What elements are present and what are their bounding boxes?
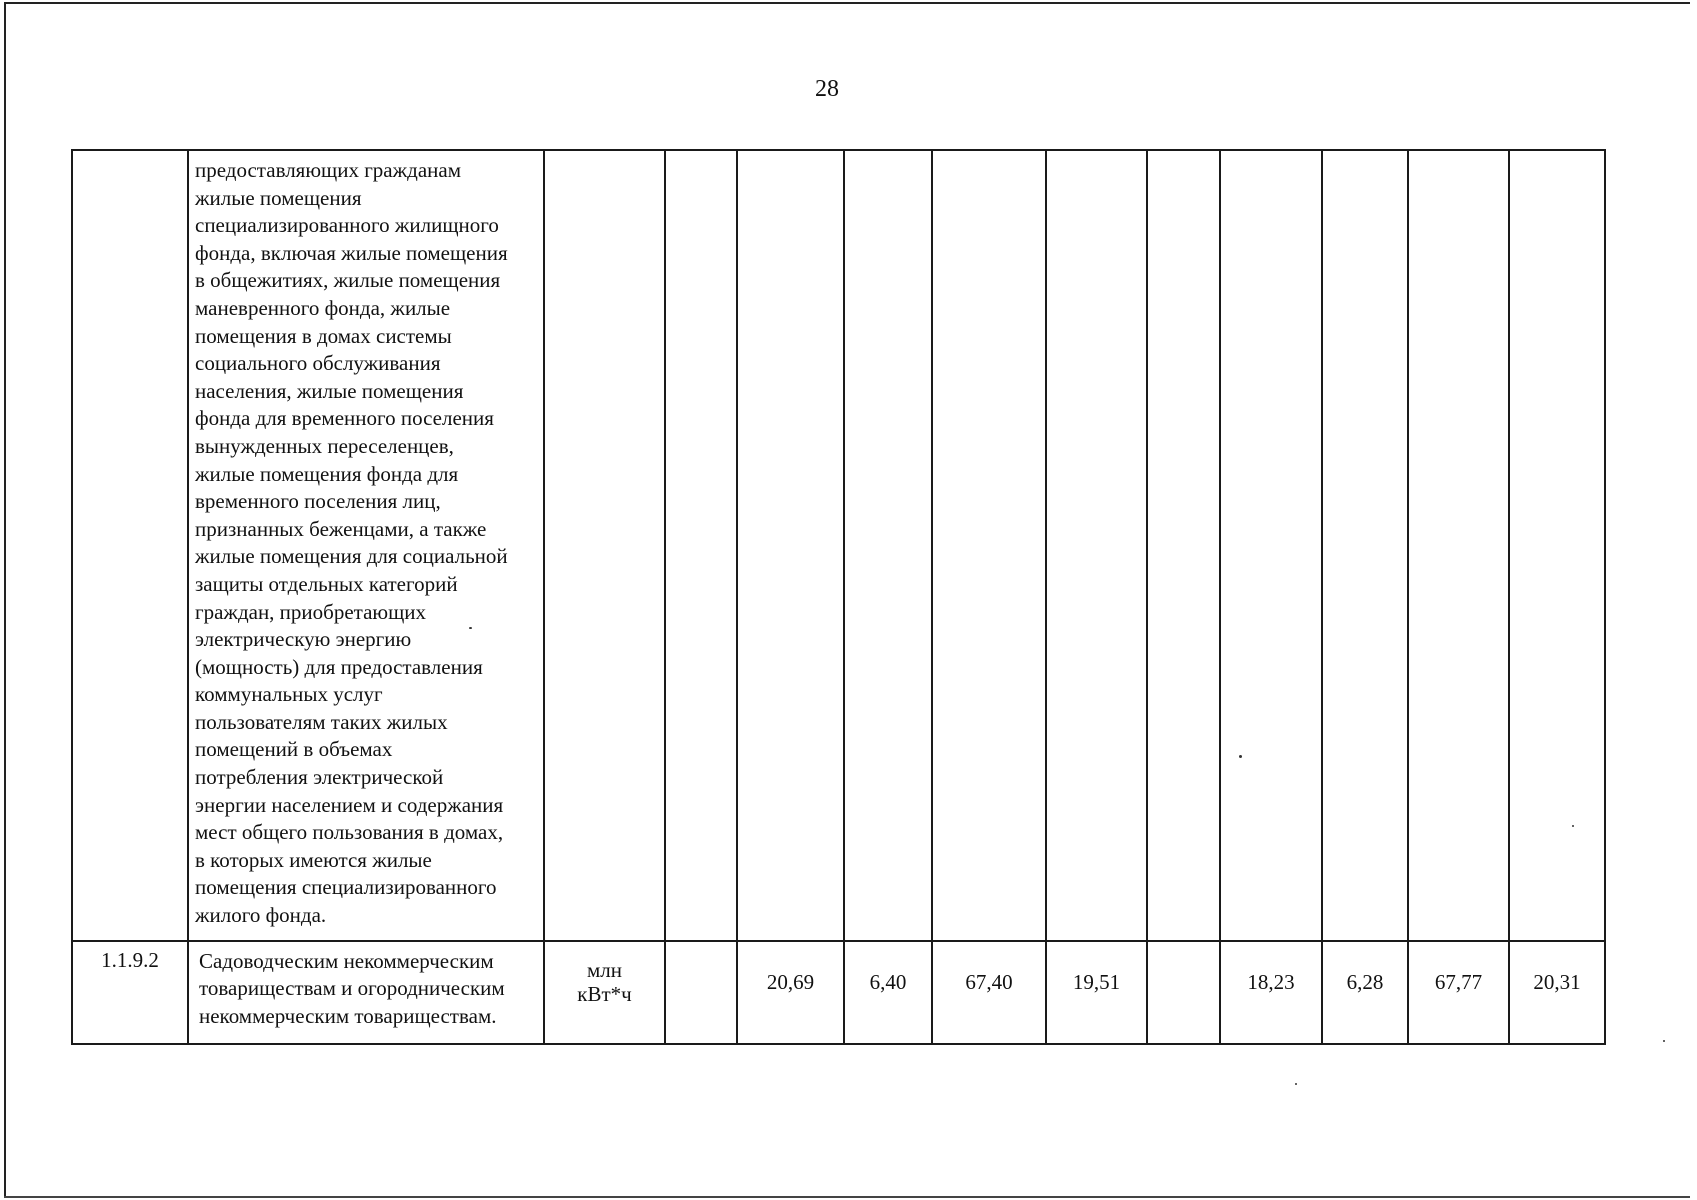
description-line: мест общего пользования в домах, xyxy=(195,820,504,845)
description-line: маневренного фонда, жилые xyxy=(195,295,451,320)
description-line: граждан, приобретающих xyxy=(195,599,427,624)
table-cell xyxy=(1220,150,1322,941)
description-line: признанных беженцами, а также xyxy=(195,516,487,541)
description-line: электрическую энергию xyxy=(195,627,412,652)
description-line: жилого фонда. xyxy=(195,903,327,928)
unit-cell xyxy=(544,941,665,1044)
table-cell xyxy=(844,150,932,941)
unit-line: кВт*ч xyxy=(577,981,632,1006)
value-cell: 6,40 xyxy=(844,941,932,1044)
table-cell xyxy=(1322,150,1408,941)
value-cell: 20,69 xyxy=(737,941,844,1044)
value-cell: 20,31 xyxy=(1509,941,1605,1044)
description-line: жилые помещения для социальной xyxy=(195,544,508,569)
scan-speck xyxy=(1239,755,1242,758)
description-line: потребления электрической xyxy=(195,765,444,790)
value-cell: 67,40 xyxy=(932,941,1046,1044)
value-cell: 6,28 xyxy=(1322,941,1408,1044)
table-cell xyxy=(932,150,1046,941)
description-line: Садоводческим некоммерческим xyxy=(199,948,494,973)
table-cell xyxy=(1046,150,1147,941)
page-number: 28 xyxy=(815,76,839,102)
row-code xyxy=(72,150,188,941)
description-line: населения, жилые помещения xyxy=(195,378,464,403)
value-cell: 67,77 xyxy=(1408,941,1509,1044)
row-code: 1.1.9.2 xyxy=(72,941,188,1044)
unit-line: млн xyxy=(586,957,622,982)
row-description xyxy=(188,150,544,941)
description-line: помещения специализированного xyxy=(195,875,497,900)
value-cell: 19,51 xyxy=(1046,941,1147,1044)
description-line: в общежитиях, жилые помещения xyxy=(195,268,501,293)
description-line: защиты отдельных категорий xyxy=(195,571,458,596)
description-line: фонда, включая жилые помещения xyxy=(195,240,508,265)
description-line: вынужденных переселенцев, xyxy=(195,433,454,458)
description-line: фонда для временного поселения xyxy=(195,406,494,431)
scan-speck xyxy=(1295,1083,1297,1085)
scan-speck xyxy=(469,627,472,629)
row-description xyxy=(188,941,544,1044)
table-row xyxy=(72,150,1605,941)
scan-speck xyxy=(1572,825,1574,827)
scan-speck xyxy=(1663,1040,1665,1042)
description-line: жилые помещения xyxy=(195,185,362,210)
table-cell xyxy=(544,150,665,941)
table-cell xyxy=(665,150,737,941)
description-line: пользователям таких жилых xyxy=(195,709,448,734)
table-cell xyxy=(1408,150,1509,941)
description-line: специализированного жилищного xyxy=(195,213,499,238)
table-cell xyxy=(1509,150,1605,941)
value-cell xyxy=(665,941,737,1044)
description-line: энергии населением и содержания xyxy=(195,792,504,817)
description-line: предоставляющих гражданам xyxy=(195,158,461,182)
description-line: некоммерческим товариществам. xyxy=(199,1003,497,1028)
table-cell xyxy=(1147,150,1220,941)
description-line: помещения в домах системы xyxy=(195,323,452,348)
description-line: временного поселения лиц, xyxy=(195,489,441,514)
table-cell xyxy=(737,150,844,941)
table-row xyxy=(72,941,1605,1044)
value-cell: 18,23 xyxy=(1220,941,1322,1044)
data-table xyxy=(71,149,1606,1045)
description-line: жилые помещения фонда для xyxy=(195,461,459,486)
value-cell xyxy=(1147,941,1220,1044)
description-line: (мощность) для предоставления xyxy=(195,654,483,679)
description-line: помещений в объемах xyxy=(195,737,393,762)
page-bottom-edge xyxy=(4,1196,1690,1198)
description-line: товариществам и огородническим xyxy=(199,976,505,1001)
description-line: в которых имеются жилые xyxy=(195,847,432,872)
description-line: социального обслуживания xyxy=(195,351,441,376)
description-line: коммунальных услуг xyxy=(195,682,383,707)
